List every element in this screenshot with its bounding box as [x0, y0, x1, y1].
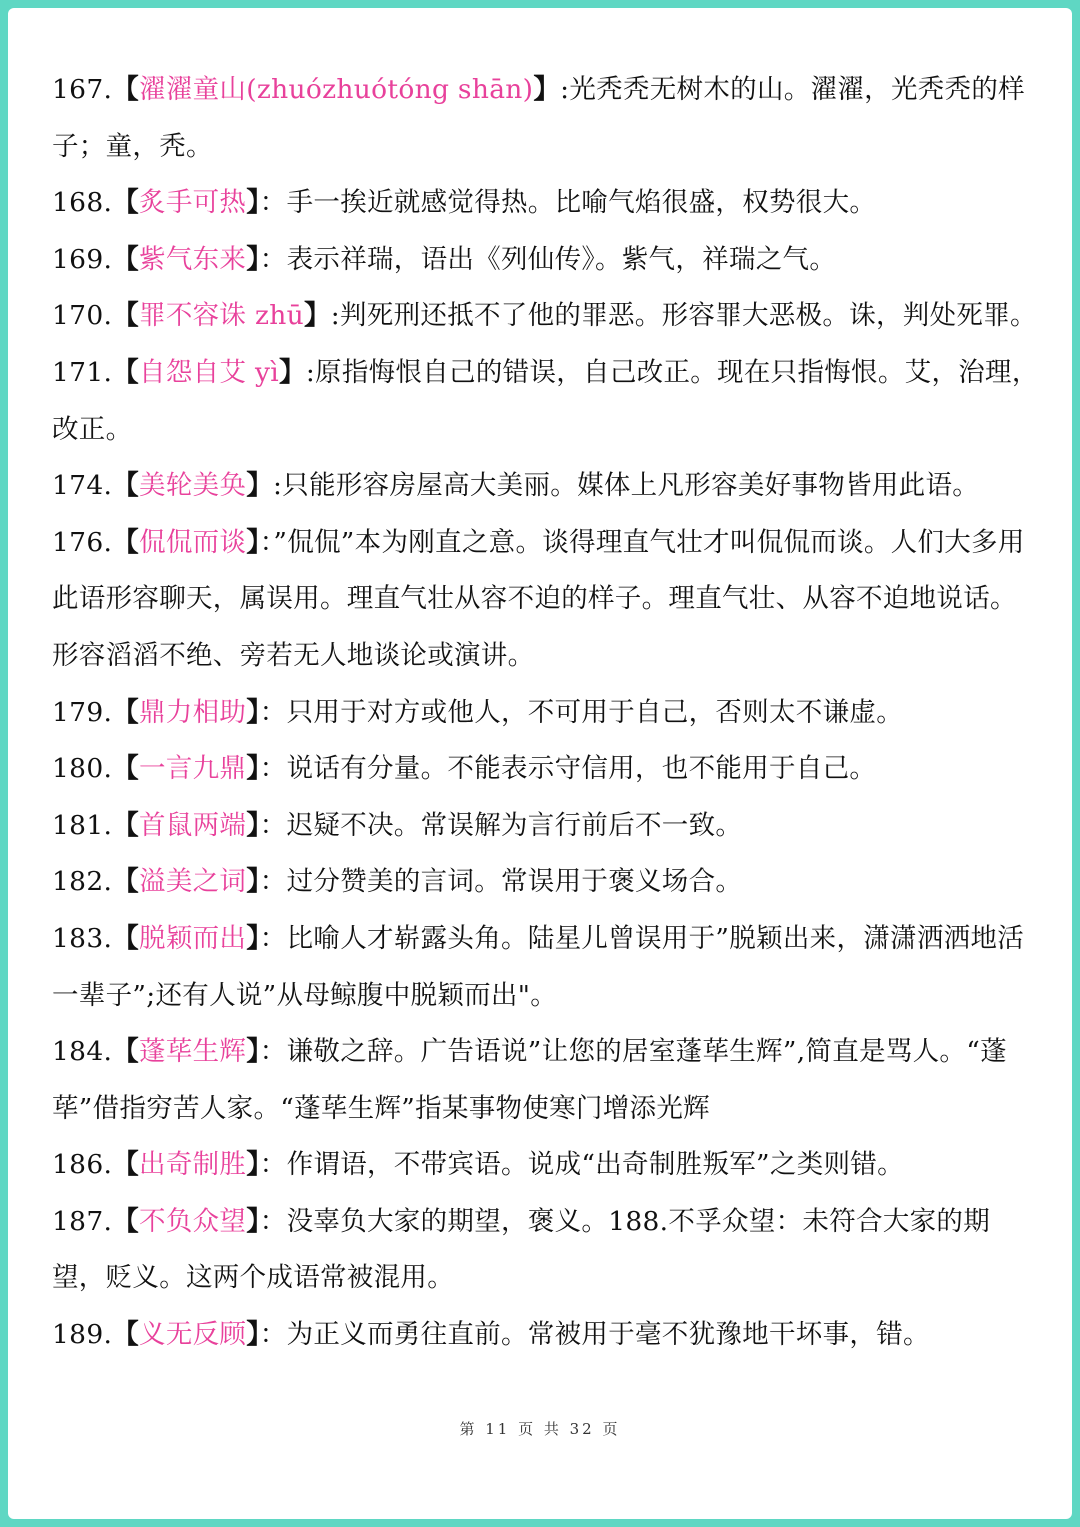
bracket-close: 】 — [246, 470, 274, 502]
idiom-term: 美轮美奂 — [139, 470, 247, 502]
bracket-close: 】 — [246, 1319, 260, 1351]
entry-number: 179. — [52, 696, 113, 728]
definition: ：迟疑不决。常误解为言行前后不一致。 — [259, 809, 743, 841]
entry-number: 169. — [52, 243, 113, 275]
entry-number: 176. — [52, 526, 113, 558]
entry-number: 187. — [52, 1205, 113, 1237]
bracket-open: 【 — [112, 696, 140, 728]
bracket-open: 【 — [112, 1149, 140, 1181]
definition: :光秃秃无树木的山。濯濯，光秃秃的样子；童，秃。 — [52, 74, 1025, 162]
idiom-term: 义无反顾 — [139, 1319, 247, 1351]
idiom-term: 紫气东来 — [139, 243, 247, 275]
bracket-open: 【 — [112, 1036, 140, 1068]
bracket-close: 】 — [279, 356, 306, 388]
list-item — [52, 345, 1042, 458]
bracket-close: 】 — [246, 1149, 260, 1181]
definition: :判死刑还抵不了他的罪恶。形容罪大恶极。诛，判处死罪。 — [330, 300, 1037, 332]
bracket-open: 【 — [112, 470, 140, 502]
bracket-close: 】 — [533, 74, 561, 105]
bracket-open: 【 — [112, 74, 140, 105]
bracket-open: 【 — [112, 1205, 140, 1237]
entry-number: 181. — [52, 809, 113, 841]
bracket-close: 】 — [246, 187, 260, 219]
bracket-close: 】 — [246, 243, 260, 275]
idiom-term: 蓬荜生辉 — [139, 1036, 247, 1068]
bracket-close: 】 — [246, 866, 260, 898]
bracket-close: 】 — [246, 1036, 260, 1068]
list-item — [52, 1307, 1042, 1364]
definition: ：作谓语，不带宾语。说成“出奇制胜叛军”之类则错。 — [259, 1149, 904, 1181]
list-item — [52, 685, 1042, 742]
idiom-term: 首鼠两端 — [139, 809, 247, 841]
definition: ：说话有分量。不能表示守信用，也不能用于自己。 — [259, 753, 877, 785]
entry-number: 182. — [52, 866, 113, 898]
idiom-term: 一言九鼎 — [139, 753, 247, 785]
bracket-open: 【 — [112, 809, 140, 841]
bracket-close: 】 — [246, 526, 260, 558]
idiom-term: 鼎力相助 — [139, 696, 247, 728]
entry-number: 174. — [52, 470, 113, 502]
entry-number: 183. — [52, 922, 113, 954]
entry-number: 189. — [52, 1319, 113, 1351]
bracket-open: 【 — [112, 356, 140, 388]
list-item — [52, 1024, 1042, 1137]
list-item — [52, 1194, 1042, 1307]
idiom-term: 出奇制胜 — [139, 1149, 247, 1181]
idiom-term: 脱颖而出 — [139, 922, 247, 954]
entry-number: 167. — [52, 74, 113, 105]
entry-number: 184. — [52, 1036, 113, 1068]
list-item — [52, 911, 1042, 1024]
bracket-open: 【 — [112, 753, 140, 785]
document-page — [8, 8, 1072, 1519]
list-item — [52, 232, 1042, 289]
bracket-close: 】 — [246, 753, 260, 785]
definition: ：为正义而勇往直前。常被用于毫不犹豫地干坏事，错。 — [259, 1319, 930, 1351]
entry-number: 170. — [52, 300, 113, 332]
idiom-term: 罪不容诛 zhū — [139, 300, 304, 332]
entry-list — [52, 62, 1042, 1364]
entry-number: 186. — [52, 1149, 113, 1181]
list-item — [52, 515, 1042, 685]
definition: ：表示祥瑞，语出《列仙传》。紫气，祥瑞之气。 — [259, 243, 837, 275]
idiom-term: 不负众望 — [139, 1205, 247, 1237]
bracket-close: 】 — [246, 1205, 260, 1237]
bracket-close: 】 — [246, 809, 260, 841]
entry-number: 180. — [52, 753, 113, 785]
definition: ：只用于对方或他人，不可用于自己，否则太不谦虚。 — [259, 696, 903, 728]
idiom-term: 侃侃而谈 — [139, 526, 247, 558]
idiom-term: 自怨自艾 yì — [139, 356, 280, 388]
definition: ：过分赞美的言词。常误用于褒义场合。 — [259, 866, 743, 898]
idiom-term: 濯濯童山(zhuózhuótóng shān) — [139, 74, 534, 105]
definition: :只能形容房屋高大美丽。媒体上凡形容美好事物皆用此语。 — [273, 470, 980, 502]
list-item — [52, 1137, 1042, 1194]
bracket-open: 【 — [112, 922, 140, 954]
bracket-open: 【 — [112, 1319, 140, 1351]
definition: :原指悔恨自己的错误，自己改正。现在只指悔恨。艾，治理，改正。 — [52, 356, 1039, 445]
definition: ：谦敬之辞。广告语说”让您的居室蓬荜生辉”,简直是骂人。“蓬荜”借指穷苦人家。“蓬荜生辉”指某事物使寒门增添光辉 — [52, 1036, 1007, 1124]
bracket-open: 【 — [112, 300, 140, 332]
idiom-term: 溢美之词 — [139, 866, 247, 898]
list-item — [52, 175, 1042, 232]
list-item — [52, 741, 1042, 798]
entry-number: 168. — [52, 187, 113, 219]
list-item — [52, 798, 1042, 855]
definition: ：”侃侃”本为刚直之意。谈得理直气壮才叫侃侃而谈。人们大多用此语形容聊天，属误用。理直气壮从容不迫的样子。理直气壮、从容不迫地说话。形容滔滔不绝、旁若无人地谈论或演讲。 — [52, 526, 1025, 671]
bracket-open: 【 — [112, 187, 140, 219]
definition: ：没辜负大家的期望，褒义。188.不孚众望：未符合大家的期望，贬义。这两个成语常被混用。 — [52, 1205, 991, 1294]
idiom-term: 炙手可热 — [139, 187, 247, 219]
list-item — [52, 854, 1042, 911]
page-footer: 第 11 页 共 32 页 — [459, 1420, 621, 1438]
bracket-close: 】 — [246, 696, 260, 728]
bracket-open: 【 — [112, 526, 140, 558]
bracket-open: 【 — [112, 866, 140, 898]
bracket-open: 【 — [112, 243, 140, 275]
definition: ：手一挨近就感觉得热。比喻气焰很盛，权势很大。 — [259, 187, 877, 219]
entry-number: 171. — [52, 356, 113, 388]
bracket-close: 】 — [303, 300, 331, 332]
definition: ：比喻人才崭露头角。陆星儿曾误用于”脱颖出来，潇潇洒洒地活一辈子”;还有人说”从母鲸腹中脱颖而出"。 — [52, 922, 1025, 1011]
bracket-close: 】 — [246, 922, 260, 954]
list-item — [52, 62, 1042, 175]
list-item — [52, 288, 1042, 345]
list-item — [52, 458, 1042, 515]
